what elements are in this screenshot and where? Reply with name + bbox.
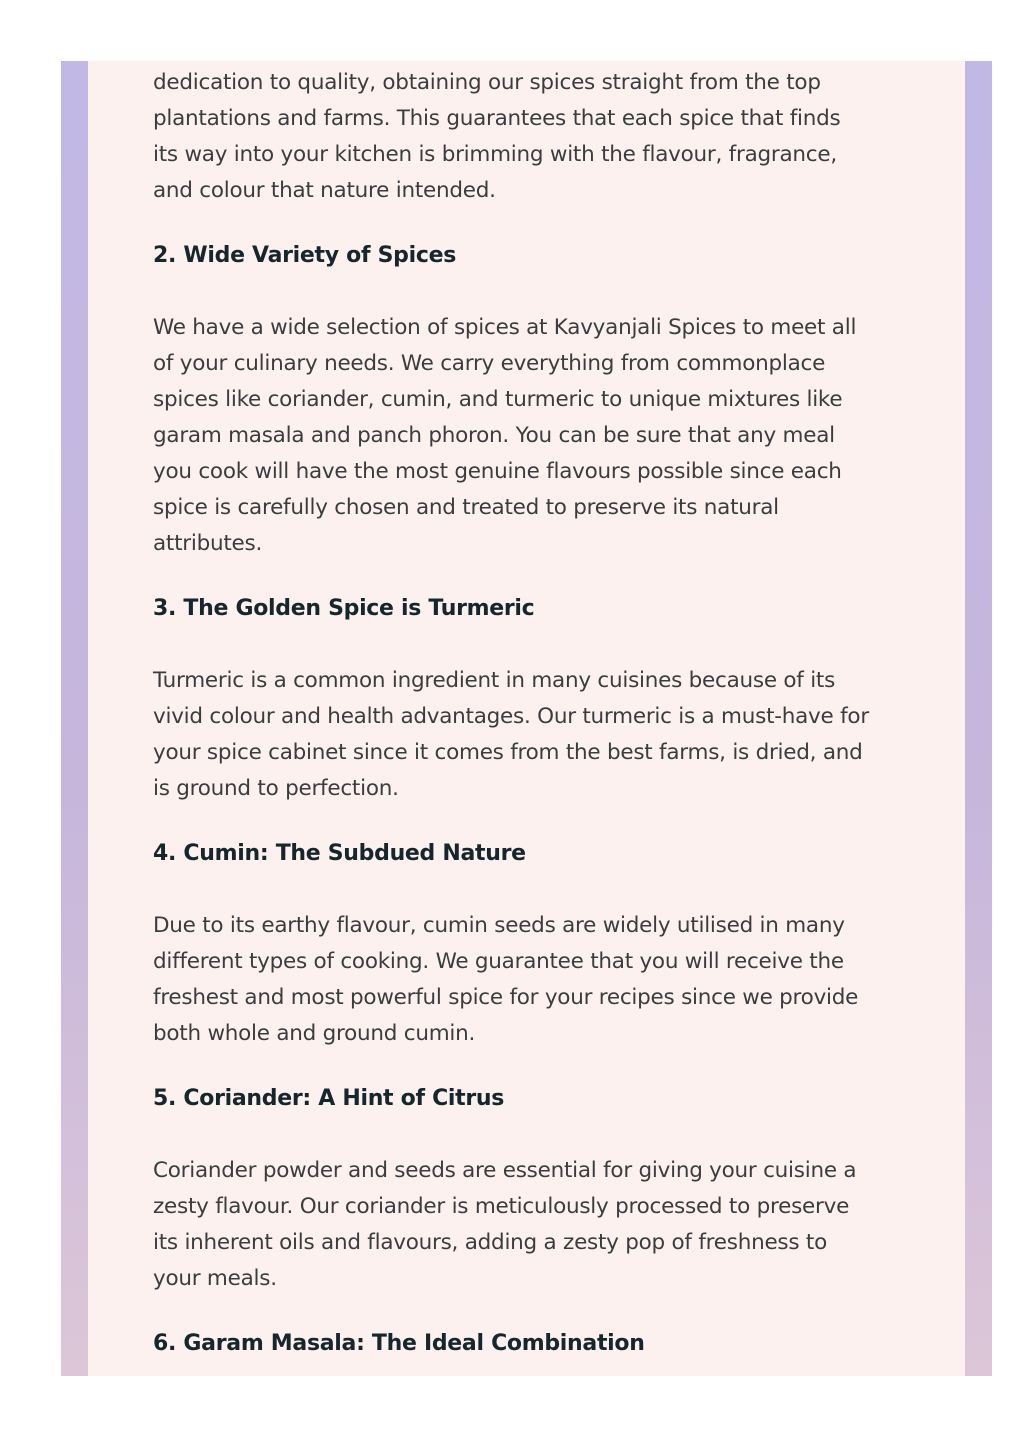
paragraph-line: both whole and ground cumin.: [153, 1021, 476, 1046]
paragraph-line: Turmeric is a common ingredient in many cuisines because of its: [153, 668, 836, 693]
paragraph-line: different types of cooking. We guarantee that you will receive the: [153, 949, 844, 974]
paragraph-line: and colour that nature intended.: [153, 178, 496, 203]
paragraph-line: of your culinary needs. We carry everything from commonplace: [153, 351, 826, 376]
document-border: [61, 61, 992, 1376]
section-paragraph-turmeric: [153, 663, 913, 807]
section-paragraph-coriander: [153, 1153, 913, 1297]
paragraph-line: plantations and farms. This guarantees that each spice that finds: [153, 106, 841, 131]
paragraph-line: your spice cabinet since it comes from the best farms, is dried, and: [153, 740, 863, 765]
paragraph-line: Coriander powder and seeds are essential for giving your cuisine a: [153, 1158, 857, 1183]
paragraph-line: freshest and most powerful spice for your recipes since we provide: [153, 985, 859, 1010]
paragraph-line: attributes.: [153, 531, 263, 556]
section-heading-coriander: 5. Coriander: A Hint of Citrus: [153, 1086, 505, 1111]
paragraph-line: vivid colour and health advantages. Our turmeric is a must-have for: [153, 704, 869, 729]
paragraph-line: Due to its earthy flavour, cumin seeds are widely utilised in many: [153, 913, 845, 938]
paragraph-line: zesty flavour. Our coriander is meticulously processed to preserve: [153, 1194, 850, 1219]
paragraph-line: you cook will have the most genuine flavours possible since each: [153, 459, 842, 484]
section-heading-variety: 2. Wide Variety of Spices: [153, 243, 456, 268]
section-paragraph-variety: [153, 310, 913, 562]
document-page: [88, 61, 965, 1376]
paragraph-line: spice is carefully chosen and treated to preserve its natural: [153, 495, 779, 520]
paragraph-line: your meals.: [153, 1266, 277, 1291]
article-body: [153, 65, 913, 1359]
paragraph-line: dedication to quality, obtaining our spices straight from the top: [153, 70, 821, 95]
paragraph-line: spices like coriander, cumin, and turmeric to unique mixtures like: [153, 387, 843, 412]
paragraph-line: is ground to perfection.: [153, 776, 399, 801]
paragraph-line: garam masala and panch phoron. You can be sure that any meal: [153, 423, 835, 448]
paragraph-line: its way into your kitchen is brimming with the flavour, fragrance,: [153, 142, 837, 167]
intro-paragraph: [153, 65, 913, 209]
paragraph-line: We have a wide selection of spices at Kavyanjali Spices to meet all: [153, 315, 857, 340]
section-paragraph-cumin: [153, 908, 913, 1052]
section-heading-cumin: 4. Cumin: The Subdued Nature: [153, 841, 526, 866]
section-heading-turmeric: 3. The Golden Spice is Turmeric: [153, 596, 535, 621]
paragraph-line: its inherent oils and flavours, adding a zesty pop of freshness to: [153, 1230, 827, 1255]
section-heading-garam-masala: 6. Garam Masala: The Ideal Combination: [153, 1331, 645, 1356]
